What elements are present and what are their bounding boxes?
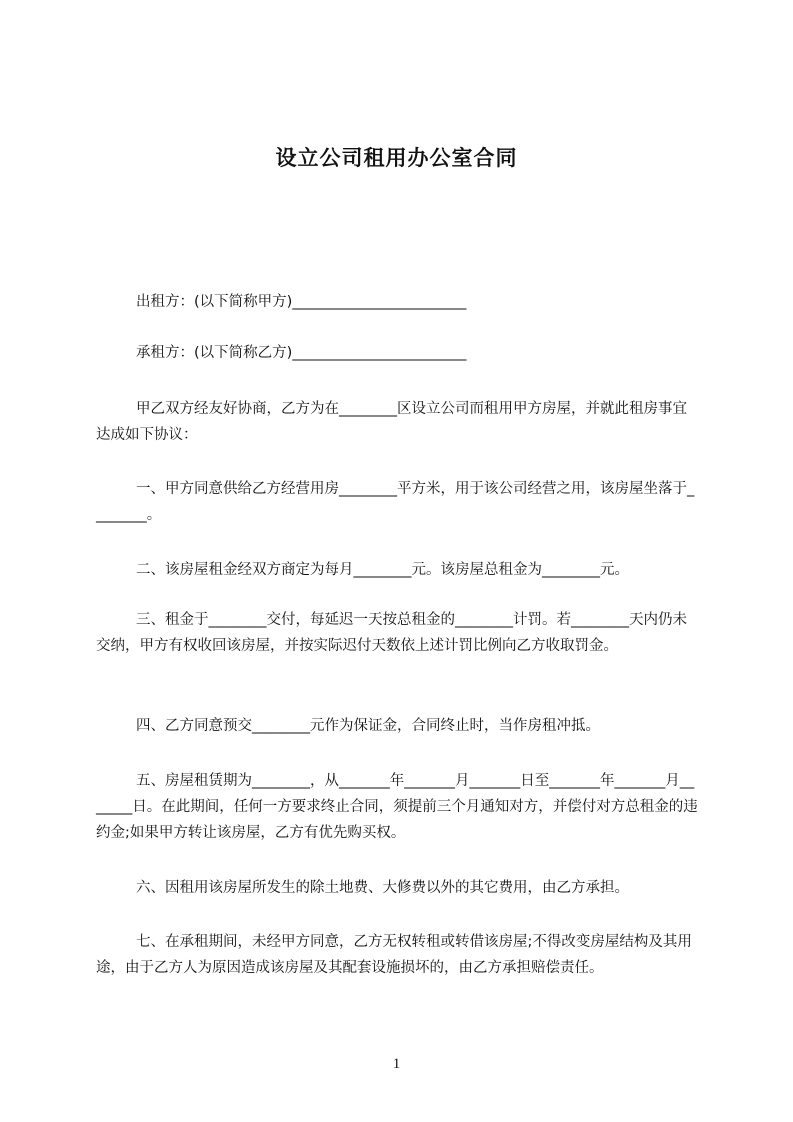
lessor-line: 出租方：(以下简称甲方)________________________: [136, 294, 467, 310]
clause-3: 三、租金于________交付，每延迟一天按总租金的________计罚。若________天内仍未交纳，甲方有权收回该房屋，并按实际迟付天数依上述计罚比例向乙方收取罚金。: [96, 612, 687, 654]
clause-7: 七、在承租期间，未经甲方同意，乙方无权转租或转借该房屋;不得改变房屋结构及其用途，由于乙方人为原因造成该房屋及其配套设施损坏的，由乙方承担赔偿责任。: [96, 934, 692, 976]
page-number: 1: [392, 1056, 401, 1072]
clause-5: 五、房屋租赁期为________，从_______年_______月_______日至_______年_______月_______日。在此期间，任何一方要求终止合同，须提前三个月通知对方，并偿付对方总租金的违约金;如果甲方转让该房屋，乙方有优先购买权。: [96, 773, 698, 841]
lessee-line: 承租方：(以下简称乙方)________________________: [136, 345, 467, 361]
page-title: 设立公司租用办公室合同: [275, 146, 518, 170]
clause-6: 六、因租用该房屋所发生的除土地费、大修费以外的其它费用，由乙方承担。: [136, 880, 629, 896]
clause-4: 四、乙方同意预交________元作为保证金，合同终止时，当作房租冲抵。: [136, 718, 600, 734]
clause-2: 二、该房屋租金经双方商定为每月________元。该房屋总租金为________元。: [136, 562, 629, 578]
intro-paragraph: 甲乙双方经友好协商，乙方为在________区设立公司而租用甲方房屋，并就此租房事宜达成如下协议：: [96, 401, 687, 443]
clause-1: 一、甲方同意供给乙方经营用房________平方米，用于该公司经营之用，该房屋坐落于________。: [96, 481, 695, 523]
